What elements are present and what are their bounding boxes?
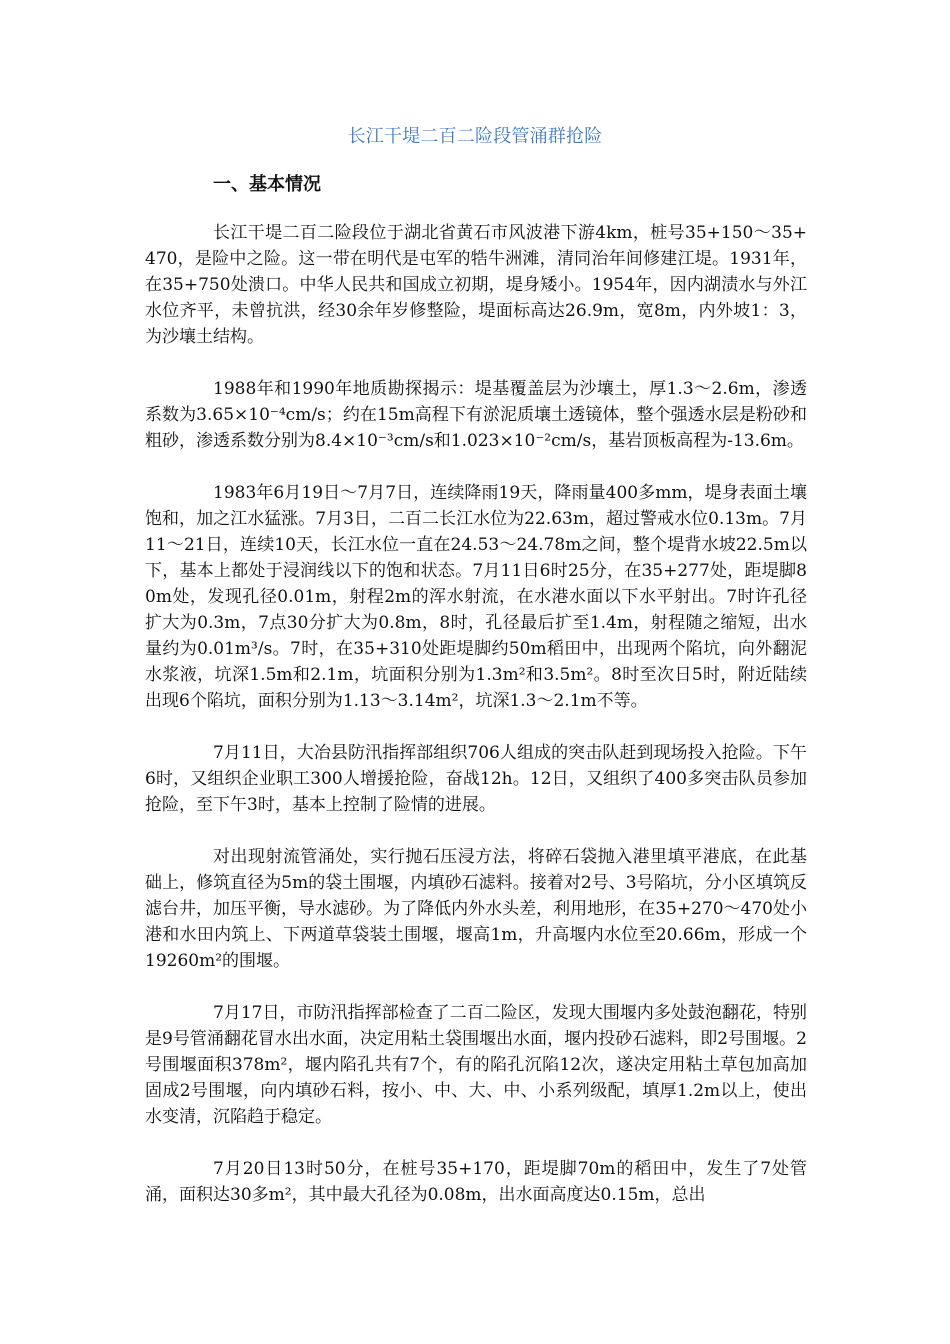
paragraph-location: 长江干堤二百二险段位于湖北省黄石市风波港下游4km，桩号35+150～35+470，是险中之险。这一带在明代是屯军的牿牛洲滩，清同治年间修建江堤。1931年，在35+750处溃口。中华人民共和国成立初期，堤身矮小。1954年，因内湖渍水与外江水位齐平，未曾抗洪，经30余年岁修整险，堤面标高达26.9m，宽8m，内外坡1：3，为沙壤土结构。	[145, 223, 807, 347]
paragraph-july-20: 7月20日13时50分，在桩号35+170，距堤脚70m的稻田中，发生了7处管涌，面积达30多m²，其中最大孔径为0.08m，出水面高度达0.15m，总出	[145, 1159, 807, 1205]
document-title: 长江干堤二百二险段管涌群抢险	[347, 126, 603, 147]
paragraph-geology: 1988年和1990年地质勘探揭示：堤基覆盖层为沙壤土，厚1.3～2.6m，渗透系数为3.65×10⁻⁴cm/s；约在15m高程下有淤泥质壤土透镜体，整个强透水层是粉砂和粗砂，渗透系数分别为8.4×10⁻³cm/s和1.023×10⁻²cm/s，基岩顶板高程为-13.6m。	[145, 379, 807, 451]
paragraph-july-17: 7月17日，市防汛指挥部检查了二百二险区，发现大围堰内多处鼓泡翻花，特别是9号管涌翻花冒水出水面，决定用粘土袋围堰出水面，堰内投砂石滤料，即2号围堰。2号围堰面积378m²，堰内陷孔共有7个，有的陷孔沉陷12次，遂决定用粘土草包加高加固成2号围堰，向内填砂石料，按小、中、大、中、小系列级配，填厚1.2m以上，使出水变清，沉陷趋于稳定。	[145, 1003, 807, 1127]
paragraph-1983-flood: 1983年6月19日～7月7日，连续降雨19天，降雨量400多mm，堤身表面土壤饱和，加之江水猛涨。7月3日，二百二长江水位为22.63m，超过警戒水位0.13m。7月11～21日，连续10天，长江水位一直在24.53～24.78m之间，整个堤背水坡22.5m以下，基本上都处于浸润线以下的饱和状态。7月11日6时25分，在35+277处，距堤脚80m处，发现孔径0.01m，射程2m的浑水射流，在水港水面以下水平射出。7时许孔径扩大为0.3m，7点30分扩大为0.8m，8时，孔径最后扩至1.4m，射程随之缩短，出水量约为0.01m³/s。7时，在35+310处距堤脚约50m稻田中，出现两个陷坑，向外翻泥水浆液，坑深1.5m和2.1m，坑面积分别为1.3m²和3.5m²。8时至次日5时，附近陆续出现6个陷坑，面积分别为1.13～3.14m²，坑深1.3～2.1m不等。	[145, 483, 807, 711]
section-heading: 一、基本情况	[213, 174, 321, 195]
paragraph-rescue-methods: 对出现射流管涌处，实行抛石压浸方法，将碎石袋抛入港里填平港底，在此基础上，修筑直径为5m的袋土围堰，内填砂石滤料。接着对2号、3号陷坑，分小区填筑反滤台井，加压平衡，导水滤砂。为了降低内外水头差，利用地形，在35+270～470处小港和水田内筑上、下两道草袋装土围堰，堰高1m，升高堰内水位至20.66m，形成一个19260m²的围堰。	[145, 847, 807, 971]
paragraph-rescue-team: 7月11日，大冶县防汛指挥部组织706人组成的突击队赶到现场投入抢险。下午6时，又组织企业职工300人增援抢险，奋战12h。12日，又组织了400多突击队员参加抢险，至下午3时，基本上控制了险情的进展。	[145, 743, 807, 815]
document-body	[145, 220, 807, 1208]
